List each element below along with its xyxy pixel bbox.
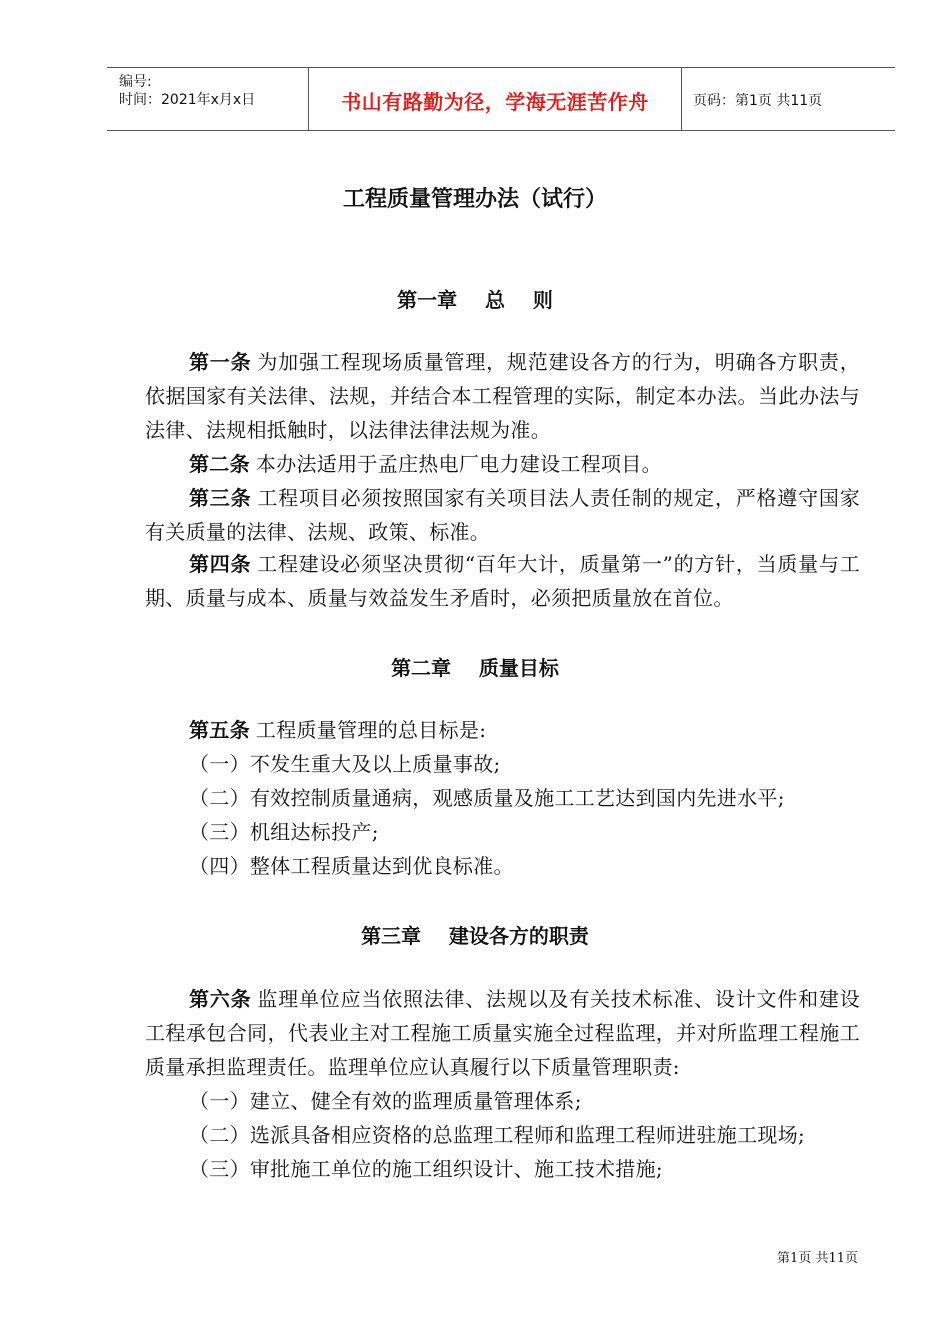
- article-label: 第四条: [189, 552, 252, 576]
- article-text: 工程质量管理的总目标是:: [255, 718, 487, 742]
- article-label: 第五条: [189, 718, 250, 742]
- goal-item-3: （三）机组达标投产;: [189, 820, 379, 844]
- goal-item-4: （四）整体工程质量达到优良标准。: [189, 854, 514, 878]
- document-title: 工程质量管理办法（试行）: [342, 187, 607, 212]
- header-page-cell: [681, 68, 895, 130]
- article-label: 第三条: [189, 486, 252, 510]
- chapter-heading-1: 第一章 总 则: [397, 288, 553, 312]
- article-text: 工程建设必须坚决贯彻“百年大计，质量第一”的方针，当质量与工期、质量与成本、质量与效益发生矛盾时，必须把质量放在首位。: [145, 552, 860, 610]
- article-label: 第六条: [189, 987, 252, 1011]
- document-date-label: 时间：2021年x月x日: [119, 92, 256, 108]
- page-header: [107, 67, 895, 131]
- chapter-heading-2: 第二章 质量目标: [391, 656, 559, 680]
- goal-item-1: （一）不发生重大及以上质量事故;: [189, 752, 501, 776]
- article-2: [145, 447, 860, 481]
- article-5: [145, 713, 860, 747]
- duty-item-1: （一）建立、健全有效的监理质量管理体系;: [189, 1089, 582, 1113]
- article-4: [145, 547, 860, 615]
- article-text: 监理单位应当依照法律、法规以及有关技术标准、设计文件和建设工程承包合同，代表业主对工程施工质量实施全过程监理，并对所监理工程施工质量承担监理责任。监理单位应认真履行以下质量管理职责:: [145, 987, 860, 1079]
- header-motto: 书山有路勤为径，学海无涯苦作舟: [341, 90, 649, 114]
- article-6: [145, 982, 860, 1084]
- article-text: 工程项目必须按照国家有关项目法人责任制的规定，严格遵守国家有关质量的法律、法规、政策、标准。: [145, 486, 860, 544]
- goal-item-2: （二）有效控制质量通病，观感质量及施工工艺达到国内先进水平;: [189, 786, 785, 810]
- article-text: 为加强工程现场质量管理，规范建设各方的行为，明确各方职责，依据国家有关法律、法规，并结合本工程管理的实际，制定本办法。当此办法与法律、法规相抵触时，以法律法律法规为准。: [145, 350, 860, 442]
- article-label: 第一条: [189, 350, 252, 374]
- duty-item-2: （二）选派具备相应资格的总监理工程师和监理工程师进驻施工现场;: [189, 1123, 806, 1147]
- article-3: [145, 481, 860, 549]
- header-motto-cell: [308, 68, 682, 130]
- duty-item-3: （三）审批施工单位的施工组织设计、施工技术措施;: [189, 1157, 663, 1181]
- article-label: 第二条: [189, 452, 250, 476]
- article-text: 本办法适用于孟庄热电厂电力建设工程项目。: [255, 452, 662, 476]
- document-number-label: 编号:: [119, 74, 152, 90]
- chapter-heading-3: 第三章 建设各方的职责: [361, 924, 589, 948]
- article-1: [145, 345, 860, 447]
- footer-page-number: 第1页 共11页: [777, 1251, 858, 1266]
- header-page-number: 页码：第1页 共11页: [693, 93, 823, 109]
